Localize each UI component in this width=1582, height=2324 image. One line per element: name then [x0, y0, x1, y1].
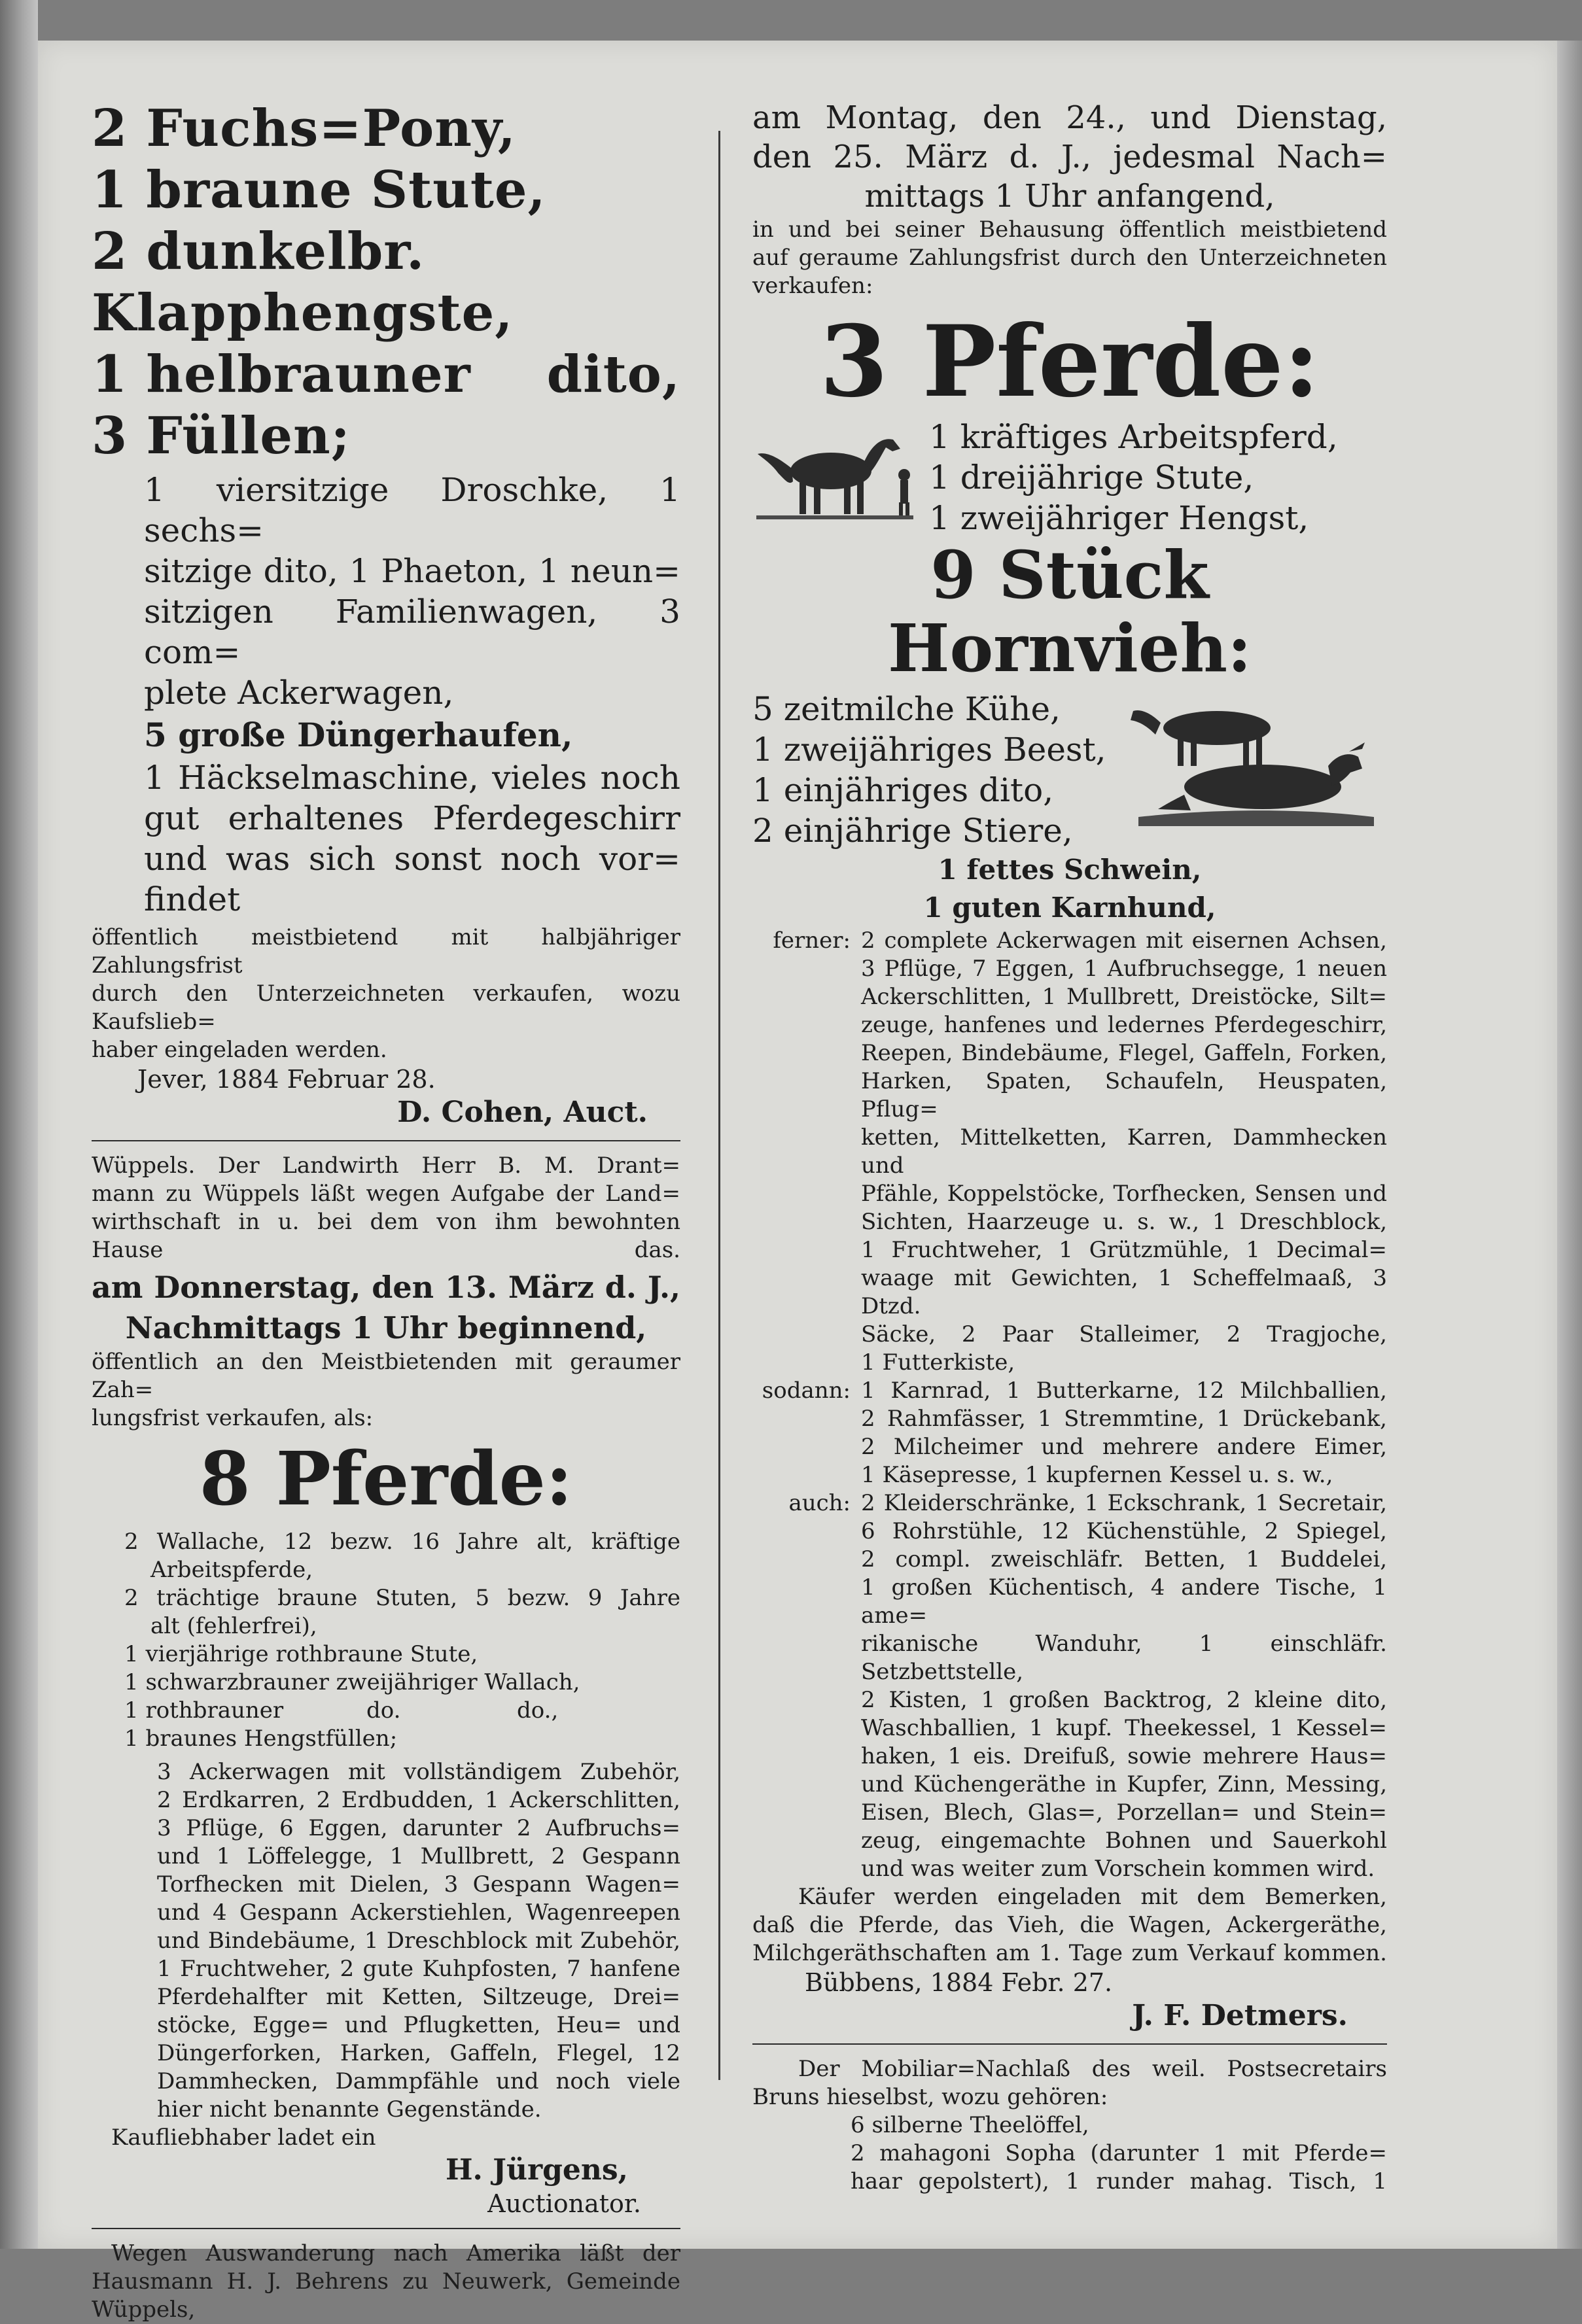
ferner-list	[861, 927, 1387, 1377]
list-line: haken, 1 eis. Dreifuß, sowie mehrere Haus=	[861, 1743, 1387, 1769]
list-line: 3 Ackerwagen mit vollständigem Zubehör,	[157, 1759, 680, 1785]
sodann-section	[752, 1377, 1387, 1489]
list-line: 1 Futterkiste,	[861, 1349, 1015, 1376]
column-divider	[718, 131, 720, 2080]
list-line: und Küchengeräthe in Kupfer, Zinn, Messing,	[861, 1771, 1387, 1797]
section-label: sodann:	[762, 1378, 851, 1404]
list-text: do.,	[517, 1697, 559, 1724]
section-label: ferner:	[773, 928, 851, 954]
list-line: 2 Erdkarren, 2 Erdbudden, 1 Ackerschlitten,	[157, 1787, 680, 1813]
list-line: 6 silberne Theelöffel,	[851, 2112, 1089, 2138]
text-line: Milchgeräthschaften am 1. Tage zum Verkauf kommen.	[752, 1940, 1387, 1966]
list-line: 6 Rohrstühle, 12 Küchenstühle, 2 Spiegel,	[861, 1518, 1387, 1544]
list-line: Düngerforken, Harken, Gaffeln, Flegel, 12	[157, 2040, 680, 2066]
cattle-illustration	[1119, 689, 1380, 833]
list-line: 2 einjährige Stiere,	[752, 812, 1073, 850]
list-line: und Bindebäume, 1 Dreschblock mit Zubehör,	[157, 1928, 680, 1954]
list-line: Waschballien, 1 kupf. Theekessel, 1 Kessel=	[861, 1715, 1387, 1741]
list-line: 1 zweijähriger Hengst,	[929, 499, 1309, 537]
dog-heading: 1 guten Karnhund,	[923, 892, 1216, 924]
estate-items	[752, 2111, 1387, 2196]
seller-signature: J. F. Detmers.	[1132, 1999, 1348, 2032]
list-line	[124, 1697, 680, 1725]
auch-section	[752, 1489, 1387, 1883]
list-line: Arbeitspferde,	[150, 1557, 313, 1583]
scan-right-edge	[1557, 41, 1582, 2249]
text-line: Wüppels. Der Landwirth Herr B. M. Drant=	[92, 1153, 680, 1179]
list-line: 5 zeitmilche Kühe,	[752, 690, 1061, 728]
list-line: und was weiter zum Vorschein kommen wird.	[861, 1856, 1375, 1882]
list-line: 3 Pflüge, 6 Eggen, darunter 2 Aufbruchs=	[157, 1815, 680, 1841]
list-line: Reepen, Bindebäume, Flegel, Gaffeln, Forken,	[861, 1040, 1387, 1066]
auction-time: Nachmittags 1 Uhr beginnend,	[125, 1310, 647, 1345]
pig-heading: 1 fettes Schwein,	[938, 854, 1202, 886]
emigration-ad	[92, 2240, 680, 2324]
list-line: stöcke, Egge= und Pflugketten, Heu= und	[157, 2012, 680, 2038]
headline-line: 2 Fuchs=Pony,	[92, 99, 516, 158]
list-line: waage mit Gewichten, 1 Scheffelmaaß, 3 Dtzd.	[861, 1265, 1387, 1319]
list-line: und was sich sonst noch vor=	[144, 840, 680, 878]
list-line: 2 Kisten, 1 großen Backtrog, 2 kleine dito,	[861, 1687, 1387, 1713]
list-line: sitzigen Familienwagen, 3 com=	[144, 593, 680, 671]
auctioneer-signature: D. Cohen, Auct.	[397, 1096, 648, 1129]
list-line: und 1 Löffelegge, 1 Mullbrett, 2 Gespann	[157, 1843, 680, 1869]
closing-text	[752, 1883, 1387, 1968]
text-line: Bruns hieselbst, wozu gehören:	[752, 2084, 1108, 2110]
date-line: am Montag, den 24., und Dienstag,	[752, 99, 1387, 136]
text-line: haber eingeladen werden.	[92, 1037, 387, 1063]
list-line: 2 Rahmfässer, 1 Stremmtine, 1 Drückebank,	[861, 1406, 1387, 1432]
headline-line	[92, 344, 680, 406]
list-line: Harken, Spaten, Schaufeln, Heuspaten, Pflug=	[861, 1068, 1387, 1122]
text-line: auf geraume Zahlungsfrist durch den Unterzeichneten	[752, 245, 1387, 271]
text-line: in und bei seiner Behausung öffentlich meistbietend	[752, 217, 1387, 243]
sale-terms	[752, 216, 1387, 300]
list-line: 1 Käsepresse, 1 kupfernen Kessel u. s. w.,	[861, 1462, 1333, 1488]
list-line: 1 kräftiges Arbeitspferd,	[929, 418, 1338, 456]
text-line: öffentlich meistbietend mit halbjähriger Zahlungsfrist	[92, 924, 680, 979]
horse-illustration	[752, 425, 916, 530]
headline-line: 1 braune Stute,	[92, 160, 546, 220]
cattle-title: 9 Stück Hornvieh:	[888, 536, 1252, 687]
auctioneer-signature: H. Jürgens,	[445, 2153, 628, 2187]
right-column	[752, 98, 1387, 2196]
text-line: verkaufen:	[752, 273, 873, 299]
list-line: 1 braunes Hengstfüllen;	[124, 1726, 398, 1752]
dung-heading: 5 große Düngerhaufen,	[144, 716, 573, 754]
text-line: lungsfrist verkaufen, als:	[92, 1405, 374, 1431]
list-line: alt (fehlerfrei),	[150, 1613, 317, 1639]
sale-terms	[92, 924, 680, 1064]
list-line: und 4 Gespann Ackerstiehlen, Wagenreepen	[157, 1899, 680, 1926]
text-line: Wegen Auswanderung nach Amerika läßt der	[111, 2240, 680, 2266]
list-line: Eisen, Blech, Glas=, Porzellan= und Stein=	[861, 1799, 1387, 1826]
list-line: 1 einjähriges dito,	[752, 771, 1054, 809]
list-line: 1 großen Küchentisch, 4 andere Tische, 1 ame=	[861, 1574, 1387, 1629]
section-label: auch:	[788, 1490, 851, 1516]
text-line: durch den Unterzeichneten verkaufen, wozu Kaufslieb=	[92, 980, 680, 1035]
sodann-list	[861, 1377, 1387, 1489]
list-line: sitzige dito, 1 Phaeton, 1 neun=	[144, 552, 680, 590]
dateline: Jever, 1884 Februar 28.	[137, 1065, 436, 1094]
livestock-headline	[92, 98, 680, 467]
list-line: findet	[144, 880, 241, 918]
text-line: mann zu Wüppels läßt wegen Aufgabe der Land=	[92, 1181, 680, 1207]
date-line: mittags 1 Uhr anfangend,	[864, 178, 1275, 215]
list-line: Dammhecken, Dammpfähle und noch viele	[157, 2068, 680, 2094]
vehicle-list	[92, 470, 680, 920]
horses-title: 3 Pferde:	[819, 304, 1320, 419]
list-line: zeuge, hanfenes und ledernes Pferdegeschirr,	[861, 1012, 1387, 1038]
dateline: Bübbens, 1884 Febr. 27.	[805, 1968, 1113, 1997]
horse-list	[916, 417, 1387, 538]
headline-line: 2 dunkelbr. Klapphengste,	[92, 222, 514, 343]
list-line: Pferdehalfter mit Ketten, Siltzeuge, Drei=	[157, 1984, 680, 2010]
ad-separator	[92, 1140, 680, 1141]
list-line: 2 Kleiderschränke, 1 Eckschrank, 1 Secretair,	[861, 1490, 1387, 1516]
text-line: öffentlich an den Meistbietenden mit geraumer Zah=	[92, 1349, 680, 1403]
list-line: 1 zweijähriges Beest,	[752, 731, 1106, 769]
list-line: 2 mahagoni Sopha (darunter 1 mit Pferde=	[851, 2140, 1387, 2166]
auction-dates	[752, 98, 1387, 216]
list-line: 1 Karnrad, 1 Butterkarne, 12 Milchballien,	[861, 1378, 1387, 1404]
text-line: Wüppels,	[92, 2297, 196, 2323]
list-line: rikanische Wanduhr, 1 einschläfr. Setzbettstelle,	[861, 1631, 1387, 1685]
list-line: 2 trächtige braune Stuten, 5 bezw. 9 Jahre	[124, 1585, 680, 1611]
ad-separator	[752, 2043, 1387, 2045]
list-line: Sichten, Haarzeuge u. s. w., 1 Dreschblock,	[861, 1209, 1387, 1235]
list-line: Pfähle, Koppelstöcke, Torfhecken, Sensen und	[861, 1181, 1387, 1207]
horse-list	[92, 1528, 680, 1753]
text-line: Der Mobiliar=Nachlaß des weil. Postsecretairs	[798, 2056, 1387, 2082]
text-line: Hausmann H. J. Behrens zu Neuwerk, Gemeinde	[92, 2268, 680, 2295]
list-line: 2 compl. zweischläfr. Betten, 1 Buddelei,	[861, 1546, 1387, 1572]
list-line: 2 Milcheimer und mehrere andere Eimer,	[861, 1434, 1387, 1460]
list-line: Ackerschlitten, 1 Mullbrett, Dreistöcke, Silt=	[861, 984, 1387, 1010]
list-text: 1 rothbrauner	[124, 1697, 284, 1724]
headline-line: 3 Füllen;	[92, 406, 351, 466]
ad-separator	[92, 2228, 680, 2229]
wueppels-ad	[92, 1152, 680, 2219]
list-line: 1 Fruchtweher, 1 Grützmühle, 1 Decimal=	[861, 1237, 1387, 1263]
list-line: haar gepolstert), 1 runder mahag. Tisch, 1	[851, 2168, 1387, 2194]
list-line: Säcke, 2 Paar Stalleimer, 2 Tragjoche,	[861, 1321, 1387, 1347]
text-line: daß die Pferde, das Vieh, die Wagen, Ackergeräthe,	[752, 1912, 1387, 1938]
auch-list	[861, 1489, 1387, 1883]
list-line: gut erhaltenes Pferdegeschirr	[144, 799, 680, 837]
list-line: Torfhecken mit Dielen, 3 Gespann Wagen=	[157, 1871, 680, 1898]
invitation: Kaufliebhaber ladet ein	[111, 2125, 376, 2151]
list-line: hier nicht benannte Gegenstände.	[157, 2096, 542, 2123]
horses-title: 8 Pferde:	[199, 1436, 573, 1522]
text-line: Käufer werden eingeladen mit dem Bemerken,	[798, 1884, 1387, 1910]
list-line: plete Ackerwagen,	[144, 674, 454, 712]
list-line: 1 Häckselmaschine, vieles noch	[144, 759, 680, 797]
auction-date: am Donnerstag, den 13. März d. J.,	[92, 1270, 680, 1305]
list-line: 2 complete Ackerwagen mit eisernen Achsen,	[861, 928, 1387, 954]
scan-left-margin	[0, 0, 38, 2249]
left-column	[92, 98, 680, 2324]
list-line: 1 schwarzbrauner zweijähriger Wallach,	[124, 1669, 580, 1695]
headline-word: 1 helbrauner	[92, 345, 471, 404]
list-line: zeug, eingemachte Bohnen und Sauerkohl	[861, 1828, 1387, 1854]
cattle-section	[752, 689, 1387, 851]
date-line: den 25. März d. J., jedesmal Nach=	[752, 139, 1387, 175]
list-line: ketten, Mittelketten, Karren, Dammhecken und	[861, 1124, 1387, 1179]
list-line: 1 viersitzige Droschke, 1 sechs=	[144, 471, 680, 549]
list-line: 3 Pflüge, 7 Eggen, 1 Aufbruchsegge, 1 neuen	[861, 956, 1387, 982]
list-text: do.	[366, 1697, 401, 1724]
ferner-section	[752, 927, 1387, 1377]
estate-ad	[752, 2055, 1387, 2196]
list-line: 1 Fruchtweher, 2 gute Kuhpfosten, 7 hanfene	[157, 1956, 680, 1982]
cattle-list	[752, 689, 1119, 851]
horses-section	[752, 417, 1387, 538]
headline-word: dito,	[546, 345, 680, 404]
auctioneer-title: Auctionator.	[487, 2189, 641, 2218]
list-line: 1 dreijährige Stute,	[929, 459, 1254, 496]
equipment-list	[92, 1758, 680, 2124]
list-line: 1 vierjährige rothbraune Stute,	[124, 1641, 478, 1667]
list-line: 2 Wallache, 12 bezw. 16 Jahre alt, kräftige	[124, 1529, 680, 1555]
text-line: wirthschaft in u. bei dem von ihm bewohnten Hause das.	[92, 1209, 680, 1263]
